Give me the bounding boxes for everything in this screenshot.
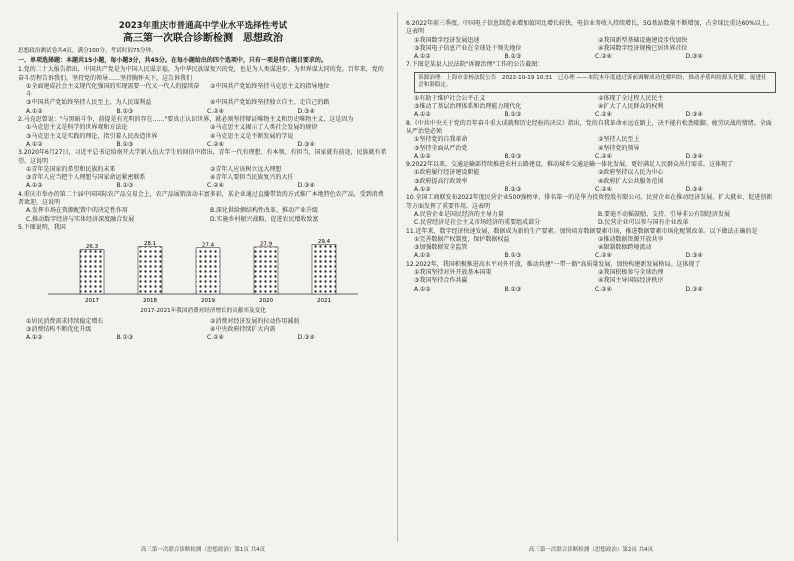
option: ④政府扩大公共服务范围: [598, 177, 664, 185]
question: [18, 66, 388, 116]
option-row: [18, 326, 388, 334]
answer-choice: B.①③: [116, 140, 134, 148]
answer-choices: [406, 252, 776, 260]
option: ①有助于维护社会公平正义: [414, 94, 486, 102]
bar-value-label: 27.4: [201, 242, 215, 249]
column-divider: [397, 12, 398, 542]
answer-choice: D.③④: [685, 53, 703, 61]
question: [18, 224, 388, 232]
footer-left: 高三第一次联合诊断检测（思想政治）第1页 共4页: [140, 547, 266, 553]
option-row: [18, 83, 388, 100]
option: D.实施乡村振兴战略，促进农民增收致富: [210, 215, 319, 223]
exam-title: 2023年重庆市普通高中学业水平选择性考试: [118, 21, 288, 31]
option-row: [18, 174, 388, 182]
option-row: [406, 178, 776, 186]
option-row: [18, 166, 388, 174]
right-questions: [406, 20, 776, 294]
option: ①居民消费需求持续稳定增长: [26, 317, 104, 325]
answer-choice: D.③④: [297, 182, 315, 190]
category-label: 2017: [85, 298, 99, 305]
question-stem: 3.2020年6月27日，习近平总书记给南开大学新入伍大学生的回信中指出，青年一代有理想、有本领、有担当，国家就有前途，民族就有希望。这说明: [18, 149, 387, 165]
bar: [254, 247, 278, 294]
bar: [138, 247, 162, 294]
answer-choice: B.①③: [504, 53, 522, 61]
notice-box: 诉源治理：上海市金杨法院公告 2022-10-19 10:31 已办理 ——本院本年度通过诉前调解成功化解纠纷，推动矛盾纠纷源头化解，促进社会和谐稳定。: [414, 72, 776, 93]
question-stem: 4.重庆市举办的第二十届中国国际农产品交易会上，农产品展销活动丰富多彩，某企业通过直播带货的方式推广本地特色农产品，受到消费者欢迎。这说明: [18, 190, 384, 207]
answer-choice: A.①②: [26, 140, 43, 148]
option: ①青年是国家的希望和民族的未来: [26, 165, 116, 173]
question-stem: 11.近年来，数字经济快速发展，数据成为新的生产要素。加快培育数据要素市场，推进数据要素市场化配置改革。以下做法正确的是: [406, 227, 758, 235]
bar-value-label: 26.3: [85, 244, 99, 251]
answer-choice: A.①②: [26, 107, 43, 115]
option-row: [18, 207, 388, 215]
answer-choice: A.①②: [26, 182, 43, 190]
answer-choice: B.①③: [504, 285, 522, 293]
option: ②中国共产党始终坚持马克思主义的指导地位: [210, 82, 330, 90]
answer-choice: D.③④: [685, 152, 703, 160]
option: ③加强数据安全监管: [414, 244, 468, 252]
option: A.民营企业是国民经济的主导力量: [414, 210, 504, 218]
answer-choice: C.②④: [595, 285, 612, 293]
question-stem: 5.下图说明，我国: [18, 223, 66, 231]
question-stem: 7.下图是某县人民法院"诉源治理"工作的公告截图：: [406, 61, 544, 69]
question: [406, 194, 776, 227]
option: B.深化供给侧结构性改革，推动产业升级: [210, 207, 319, 215]
answer-choice: D.③④: [685, 186, 703, 194]
option: ④青年人要担当民族复兴的大任: [210, 174, 294, 182]
answer-choice: D.③④: [685, 252, 703, 260]
question: [406, 228, 776, 261]
option: ②政府坚持以人民为中心: [598, 169, 664, 177]
option: ②坚持人民至上: [598, 136, 640, 144]
answer-choice: C.②④: [207, 140, 224, 148]
question-stem: 8.《中共中央关于党的百年奋斗重大成就和历史经验的决议》指出，党的自我革命永远在路上，决不能有松劲歇脚、疲劳厌战的情绪。全面从严治党必须: [406, 119, 772, 135]
answer-choice: D.③④: [297, 334, 315, 342]
left-column: [18, 20, 388, 342]
category-label: 2021: [317, 298, 331, 305]
option-row: [406, 244, 776, 252]
bar-value-label: 28.1: [143, 241, 157, 248]
answer-choice: B.①③: [504, 186, 522, 194]
option: ②我国积极参与全球治理: [598, 269, 664, 277]
option-row: [406, 95, 776, 103]
option: ①政府履行经济建设职能: [414, 169, 480, 177]
section-heading: 一、单项选择题：本题共15小题，每小题3分，共45分。在每小题给出的四个选项中，只有一项是符合题目要求的。: [18, 57, 327, 64]
option: ③坚持全面从严治党: [414, 144, 468, 152]
answer-choices: [18, 108, 388, 116]
option: ③推动了基层治理体系和治理能力现代化: [414, 103, 522, 111]
option: ④中央政府持续扩大内需: [210, 325, 276, 333]
bar-value-label: 29.4: [317, 239, 331, 246]
option: ④坚持党的领导: [598, 144, 640, 152]
answer-choice: B.①③: [116, 107, 134, 115]
option: ②体现了全过程人民民主: [598, 94, 664, 102]
answer-choice: A.①②: [414, 285, 431, 293]
option: ①完善数据产权制度，保护数据权益: [414, 235, 510, 243]
option-row: [406, 45, 776, 53]
option: B.要毫不动摇鼓励、支持、引导非公有制经济发展: [598, 210, 731, 218]
question-stem: 1.党的二十大报告指出，中国共产党是为中国人民谋幸福、为中华民族谋复兴的党，也是为人类谋进步、为世界谋大同的党。百年来，党的奋斗历程告诉我们，坚持党的领导……坚持胸怀天下。这告诉我们: [18, 66, 384, 82]
chart-caption: 2017-2021年我国消费对经济增长的贡献率及变化: [140, 308, 266, 315]
option: ④我国数字经济规模已居世界首位: [598, 44, 688, 52]
answer-choices: [406, 286, 776, 294]
option: ①我国数字经济发展迅速: [414, 36, 480, 44]
answer-choice: D.③④: [685, 111, 703, 119]
answer-choice: C.②④: [595, 53, 612, 61]
answer-choice: C.②④: [595, 186, 612, 194]
category-label: 2019: [201, 298, 215, 305]
answer-choice: C.②④: [595, 111, 612, 119]
option: ②我国新型基础设施建设步伐加快: [598, 36, 688, 44]
option-row: [406, 37, 776, 45]
answer-choice: B.①③: [504, 152, 522, 160]
category-label: 2018: [143, 298, 157, 305]
answer-choices: [18, 182, 388, 190]
option: ①全面建成社会主义现代化强国的实现需要一代又一代人的接续奋斗: [26, 82, 200, 99]
question: [406, 20, 776, 61]
answer-choice: A.①②: [414, 186, 431, 194]
footer-right: 高三第一次联合诊断检测（思想政治）第2页 共4页: [528, 547, 654, 553]
chart-svg: [38, 234, 368, 306]
question-stem: 6.2022年前三季度，中国电子信息制造业增加值同比增长较快，电信业务收入持续增长，5G基站数量不断增加，占全球比重达60%以上。这表明: [406, 20, 773, 36]
option-row: [18, 318, 388, 326]
option-row: [406, 169, 776, 177]
option: ④扩大了人民群众的权利: [598, 103, 664, 111]
option: ①我国坚持对外开放基本国策: [414, 269, 492, 277]
exam-subtitle: 高三第一次联合诊断检测 思想政治: [123, 33, 283, 44]
answer-choice: C.②④: [595, 152, 612, 160]
question: [406, 261, 776, 294]
consumption-bar-chart: [38, 234, 368, 306]
question: [406, 120, 776, 161]
option-row: [406, 211, 776, 219]
option: ③中国共产党始终坚持人民至上，为人民谋利益: [26, 99, 152, 107]
option: ④中国共产党始终坚持独立自主，走自己的路: [210, 99, 330, 107]
exam-note: 思想政治测试卷共4页，满分100分。考试时间75分钟。: [18, 48, 157, 54]
answer-choice: A.①②: [414, 53, 431, 61]
answer-choice: B.①③: [116, 182, 134, 190]
option: ③政府提高行政效率: [414, 177, 468, 185]
option-row: [18, 124, 388, 132]
option-row: [18, 216, 388, 224]
question: [18, 116, 388, 149]
option: ③马克思主义是实践的理论，指引着人民改造世界: [26, 132, 158, 140]
answer-choice: D.③④: [685, 285, 703, 293]
option-row: [406, 219, 776, 227]
option: A.发挥市场在资源配置中的决定性作用: [26, 207, 128, 215]
answer-choice: D.③④: [297, 107, 315, 115]
option: ④马克思主义是不断发展的学说: [210, 132, 294, 140]
answer-choice: A.①②: [414, 152, 431, 160]
bar: [196, 248, 220, 294]
answer-choice: A.①②: [414, 111, 431, 119]
answer-choice: A.①②: [414, 252, 431, 260]
answer-choice: C.②④: [207, 182, 224, 190]
answer-choice: C.②④: [207, 334, 224, 342]
option-row: [406, 136, 776, 144]
answer-choice: B.①③: [504, 111, 522, 119]
category-label: 2020: [259, 298, 273, 305]
option-row: [406, 277, 776, 285]
question: [406, 61, 776, 119]
answer-choices: [18, 334, 388, 342]
option: ③我国电子信息产业在全球处于领先地位: [414, 44, 522, 52]
answer-choice: D.③④: [297, 140, 315, 148]
option-row: [18, 99, 388, 107]
option-row: [406, 236, 776, 244]
option: C.民营经济是社会主义市场经济的重要组成部分: [414, 219, 541, 227]
option: C.推动数字经济与实体经济深度融合发展: [26, 215, 135, 223]
question: [18, 191, 388, 224]
question: [18, 149, 388, 190]
answer-choices: [406, 153, 776, 161]
question-stem: 9.2022年以来，交通运输部持续推进农村公路建设，推动城乡交通运输一体化发展，更好满足人民群众出行需求。这体现了: [406, 161, 733, 169]
option: ③消费结构不断优化升级: [26, 325, 92, 333]
question: [406, 161, 776, 194]
option: ②消费对经济发展的拉动作用减弱: [210, 317, 300, 325]
option: ④我国主导国际经济秩序: [598, 277, 664, 285]
answer-choice: B.①③: [116, 334, 134, 342]
option-row: [406, 103, 776, 111]
option: ③青年人应当把个人理想与国家命运紧密联系: [26, 174, 146, 182]
question-stem: 2.马克思曾说："与黑暗斗争，前提是有光明的存在……"要真正认识世界，就必须坚持辩证唯物主义和历史唯物主义，这是因为: [18, 116, 354, 124]
answer-choice: B.①③: [504, 252, 522, 260]
q5-options: [18, 318, 388, 343]
option: D.民营企业可以参与国有企业改革: [598, 219, 689, 227]
bar: [312, 245, 336, 295]
option: ②推动数据资源开放共享: [598, 235, 664, 243]
answer-choices: [406, 111, 776, 119]
bar: [80, 250, 104, 294]
bar-value-label: 27.9: [259, 241, 273, 248]
option: ①坚持党的自我革命: [414, 136, 468, 144]
option: ③我国坚持合作共赢: [414, 277, 468, 285]
option-row: [18, 133, 388, 141]
answer-choice: A.①②: [26, 334, 43, 342]
left-questions: [18, 66, 388, 232]
right-column: [406, 20, 776, 294]
option: ②青年人应该树立远大理想: [210, 165, 282, 173]
answer-choice: C.②④: [207, 107, 224, 115]
option: ②马克思主义揭示了人类社会发展的规律: [210, 124, 318, 132]
option: ①马克思主义是科学的世界观和方法论: [26, 124, 128, 132]
question-stem: 10.全国工商联发布2022年度民营企业500强榜单，排名第一的是华为投资控股有限公司。民营企业在推动经济发展、扩大就业、促进创新等方面发挥了重要作用。这表明: [406, 194, 773, 210]
option: ④限制数据跨境流动: [598, 244, 652, 252]
question-stem: 12.2022年，我国积极推进高水平对外开放，推动共建"一带一路"高质量发展，加快构建新发展格局。这体现了: [406, 260, 701, 268]
option-row: [406, 145, 776, 153]
answer-choice: C.②④: [595, 252, 612, 260]
